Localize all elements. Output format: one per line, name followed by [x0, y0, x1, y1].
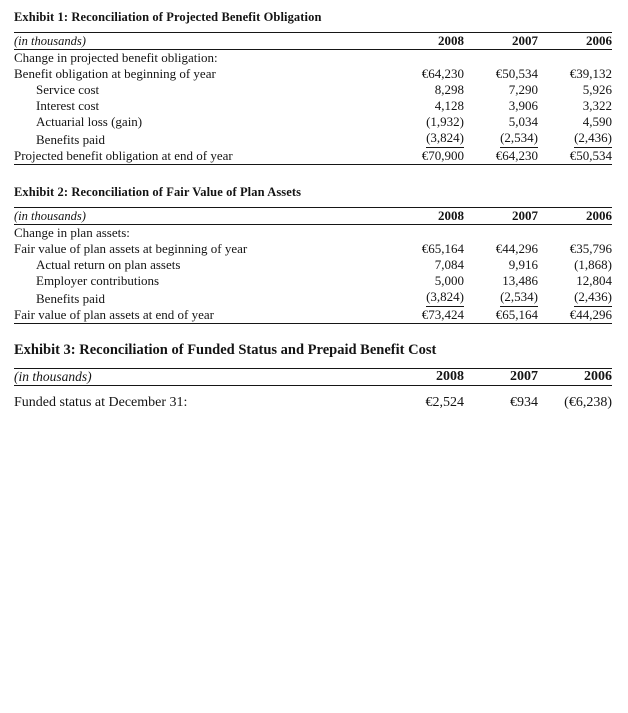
table-row: [14, 241, 612, 257]
table-row: [14, 50, 612, 67]
row-value: €70,900: [390, 148, 464, 165]
row-label: Actuarial loss (gain): [36, 114, 143, 129]
row-label: Fair value of plan assets at end of year: [14, 307, 390, 324]
table-row: [14, 114, 612, 130]
row-label: Benefits paid: [36, 291, 105, 306]
row-label: Benefits paid: [36, 132, 105, 147]
row-value: 7,084: [434, 257, 464, 272]
row-value: €65,164: [464, 307, 538, 324]
row-value: 5,926: [582, 82, 612, 97]
table-row: [14, 386, 612, 412]
row-value: 4,128: [434, 98, 464, 113]
row-value: €73,424: [390, 307, 464, 324]
exhibit-3-title: Exhibit 3: Reconciliation of Funded Status and Prepaid Benefit Cost: [14, 342, 437, 358]
row-value: 9,916: [508, 257, 538, 272]
units-label: (in thousands): [14, 34, 86, 48]
row-label: Actual return on plan assets: [36, 257, 181, 272]
table-row: [14, 257, 612, 273]
table-row-total: [14, 148, 612, 165]
table-header-row: [14, 369, 612, 386]
column-header-2006: 2006: [586, 208, 612, 223]
row-label: Change in projected benefit obligation:: [14, 50, 218, 65]
row-value-underlined: (3,824): [426, 130, 464, 148]
column-header-2008: 2008: [438, 33, 464, 48]
table-row: [14, 82, 612, 98]
row-label: Employer contributions: [36, 273, 160, 288]
row-value: €44,296: [538, 307, 612, 324]
row-value: €50,534: [495, 66, 538, 81]
row-value: €44,296: [495, 241, 538, 256]
row-value: 5,034: [508, 114, 538, 129]
row-value: 3,906: [508, 98, 538, 113]
row-value: [390, 50, 464, 67]
table-row: [14, 289, 612, 307]
row-value-underlined: (3,824): [426, 289, 464, 307]
row-value: [464, 289, 538, 307]
exhibit-3-table: [14, 368, 612, 411]
row-value: 8,298: [434, 82, 464, 97]
row-value-underlined: (2,436): [574, 130, 612, 148]
row-value: (1,932): [426, 114, 464, 129]
table-header-row: [14, 33, 612, 50]
section-spacer: [0, 324, 628, 342]
column-header-2006: 2006: [586, 33, 612, 48]
units-label: (in thousands): [14, 369, 92, 384]
exhibit-3: [0, 342, 628, 411]
column-header-2008: 2008: [436, 369, 464, 384]
column-header-2007: 2007: [512, 33, 538, 48]
exhibit-2-title: Exhibit 2: Reconciliation of Fair Value of Plan Assets: [14, 185, 302, 199]
exhibit-1-table: [14, 32, 612, 165]
row-label: Fair value of plan assets at beginning of year: [14, 241, 248, 256]
row-value: 3,322: [582, 98, 612, 113]
table-row: [14, 130, 612, 148]
row-label: Projected benefit obligation at end of year: [14, 148, 390, 165]
row-value: 13,486: [502, 273, 538, 288]
units-label: (in thousands): [14, 209, 86, 223]
row-value: [390, 289, 464, 307]
section-spacer: [0, 165, 628, 185]
row-label: Change in plan assets:: [14, 225, 130, 240]
row-value: €2,524: [425, 395, 464, 410]
row-value: €39,132: [569, 66, 612, 81]
row-value: €64,230: [421, 66, 464, 81]
row-value: 7,290: [508, 82, 538, 97]
table-header-row: [14, 208, 612, 225]
table-row-total: [14, 307, 612, 324]
row-value: [464, 130, 538, 148]
exhibit-1-title: Exhibit 1: Reconciliation of Projected Benefit Obligation: [14, 10, 322, 24]
column-header-2008: 2008: [438, 208, 464, 223]
row-value: [464, 225, 538, 242]
table-row: [14, 66, 612, 82]
row-value: [538, 130, 612, 148]
column-header-2007: 2007: [512, 208, 538, 223]
row-value: 5,000: [434, 273, 464, 288]
row-value: 4,590: [582, 114, 612, 129]
table-row: [14, 98, 612, 114]
row-value: €64,230: [464, 148, 538, 165]
row-value: €65,164: [421, 241, 464, 256]
row-value: [464, 50, 538, 67]
row-value: [538, 225, 612, 242]
row-value: €934: [510, 395, 538, 410]
column-header-2007: 2007: [510, 369, 538, 384]
row-label: Service cost: [36, 82, 100, 97]
row-value: [390, 225, 464, 242]
row-value: [538, 289, 612, 307]
table-row: [14, 273, 612, 289]
exhibit-1: [0, 0, 628, 165]
row-value-underlined: (2,436): [574, 289, 612, 307]
row-value-underlined: (2,534): [500, 130, 538, 148]
row-value: €50,534: [538, 148, 612, 165]
row-label: Funded status at December 31:: [14, 395, 188, 410]
row-value: [390, 130, 464, 148]
table-row: [14, 225, 612, 242]
exhibit-2-table: [14, 207, 612, 324]
exhibit-2: [0, 185, 628, 324]
row-label: Benefit obligation at beginning of year: [14, 66, 216, 81]
row-label: Interest cost: [36, 98, 100, 113]
column-header-2006: 2006: [584, 369, 612, 384]
row-value: 12,804: [576, 273, 612, 288]
row-value-underlined: (2,534): [500, 289, 538, 307]
row-value: [538, 50, 612, 67]
row-value: €35,796: [569, 241, 612, 256]
row-value: (€6,238): [564, 395, 612, 410]
row-value: (1,868): [574, 257, 612, 272]
